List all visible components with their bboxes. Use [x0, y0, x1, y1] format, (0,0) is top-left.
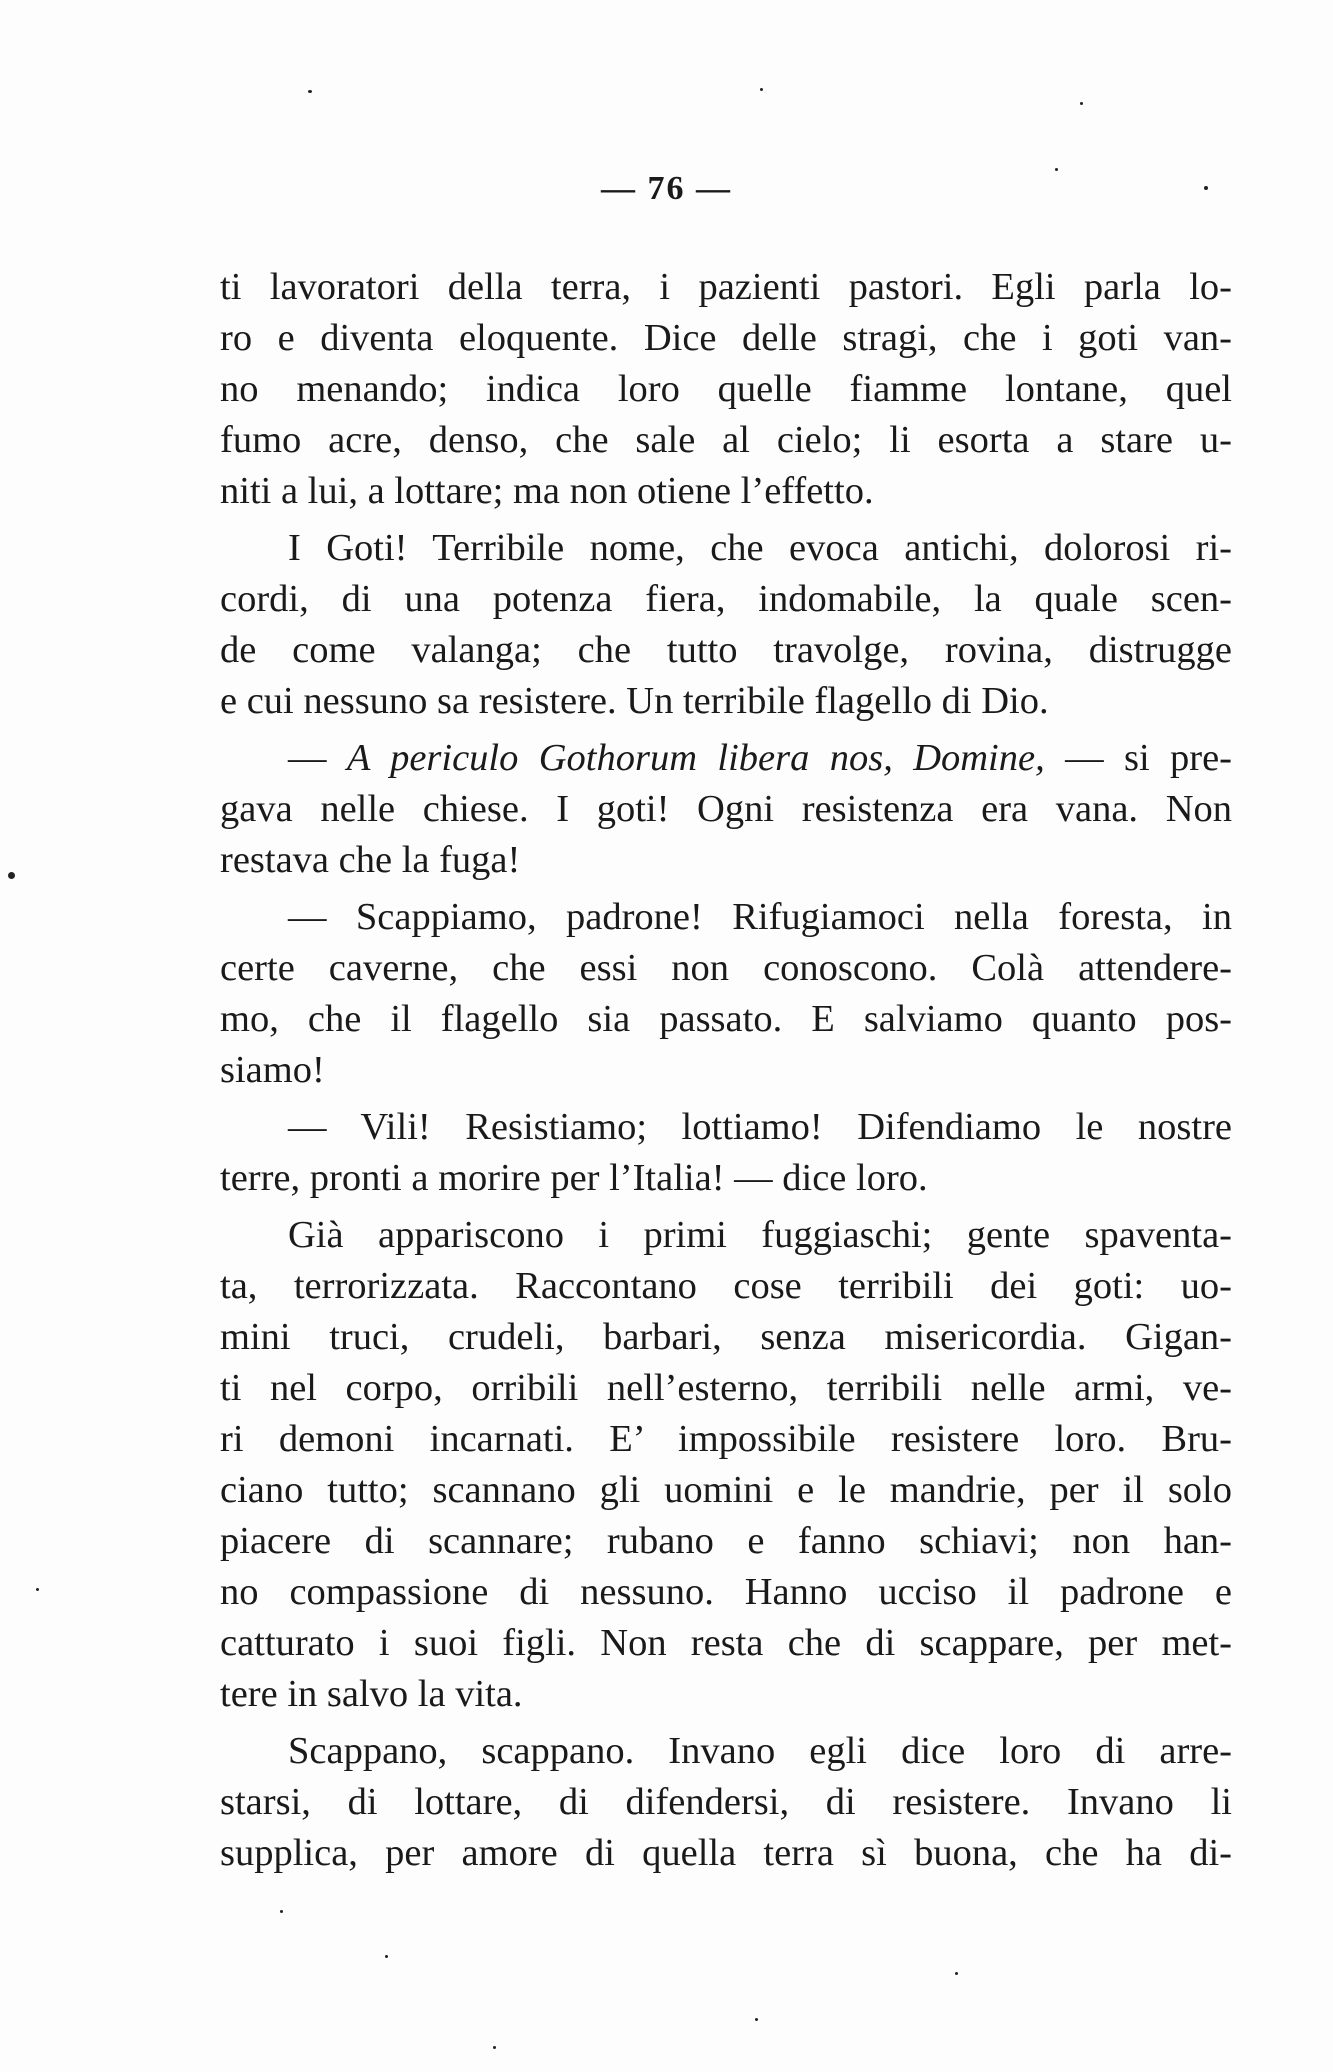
text-line: restava che la fuga!	[220, 839, 521, 881]
text-line: de come valanga; che tutto travolge, rovina, distrugge	[220, 629, 1232, 671]
scan-speck	[308, 90, 312, 93]
text-line: ti lavoratori della terra, i pazienti pastori. Egli parla lo-	[220, 266, 1232, 308]
scan-speck	[755, 2018, 758, 2021]
text-line: I Goti! Terribile nome, che evoca antichi, dolorosi ri-	[288, 527, 1232, 569]
text-line: tere in salvo la vita.	[220, 1673, 523, 1715]
page-number: — 76 —	[601, 170, 732, 207]
text-line: starsi, di lottare, di difendersi, di resistere. Invano li	[220, 1781, 1232, 1823]
text-line: siamo!	[220, 1049, 325, 1091]
text-line: Già appariscono i primi fuggiaschi; gente spaventa-	[288, 1214, 1232, 1256]
scan-speck	[36, 1588, 39, 1591]
scan-speck	[760, 88, 763, 91]
scan-speck	[1080, 102, 1083, 105]
text-line: niti a lui, a lottare; ma non otiene l’effetto.	[220, 470, 874, 512]
text-line: ciano tutto; scannano gli uomini e le mandrie, per il solo	[220, 1469, 1232, 1511]
scan-speck	[280, 1910, 283, 1913]
text-line: terre, pronti a morire per l’Italia! — dice loro.	[220, 1157, 928, 1199]
scan-speck	[8, 872, 15, 879]
text-line: gava nelle chiese. I goti! Ogni resistenza era vana. Non	[220, 788, 1232, 830]
text-line: — Vili! Resistiamo; lottiamo! Difendiamo le nostre	[288, 1106, 1232, 1148]
text-line: mini truci, crudeli, barbari, senza misericordia. Gigan-	[220, 1316, 1232, 1358]
text-line: cordi, di una potenza fiera, indomabile, la quale scen-	[220, 578, 1232, 620]
text-line: mo, che il flagello sia passato. E salviamo quanto pos-	[220, 998, 1232, 1040]
scan-speck	[1204, 186, 1208, 190]
text-line: ri demoni incarnati. E’ impossibile resistere loro. Bru-	[220, 1418, 1232, 1460]
text-line: fumo acre, denso, che sale al cielo; li esorta a stare u-	[220, 419, 1232, 461]
text-line: — Scappiamo, padrone! Rifugiamoci nella foresta, in	[288, 896, 1232, 938]
text-line: no compassione di nessuno. Hanno ucciso il padrone e	[220, 1571, 1232, 1613]
latin-quote: A periculo Gothorum libera nos, Domine,	[346, 737, 1045, 779]
text-line: supplica, per amore di quella terra sì buona, che ha di-	[220, 1832, 1232, 1874]
scan-speck	[1055, 168, 1058, 171]
text-line: catturato i suoi figli. Non resta che di scappare, per met-	[220, 1622, 1232, 1664]
text-line: ro e diventa eloquente. Dice delle stragi, che i goti van-	[220, 317, 1232, 359]
text-line: no menando; indica loro quelle fiamme lontane, quel	[220, 368, 1232, 410]
text-line: ta, terrorizzata. Raccontano cose terribili dei goti: uo-	[220, 1265, 1232, 1307]
scan-speck	[493, 2046, 496, 2049]
text-line: e cui nessuno sa resistere. Un terribile flagello di Dio.	[220, 680, 1049, 722]
text-line: — A periculo Gothorum libera nos, Domine, — si pre-	[288, 737, 1232, 779]
text-line: piacere di scannare; rubano e fanno schiavi; non han-	[220, 1520, 1232, 1562]
text-line: Scappano, scappano. Invano egli dice loro di arre-	[288, 1730, 1232, 1772]
scan-speck	[955, 1972, 958, 1975]
text-line: certe caverne, che essi non conoscono. Colà attendere-	[220, 947, 1232, 989]
text-line: ti nel corpo, orribili nell’esterno, terribili nelle armi, ve-	[220, 1367, 1232, 1409]
body-text	[220, 262, 1232, 1879]
scan-speck	[385, 1955, 388, 1958]
